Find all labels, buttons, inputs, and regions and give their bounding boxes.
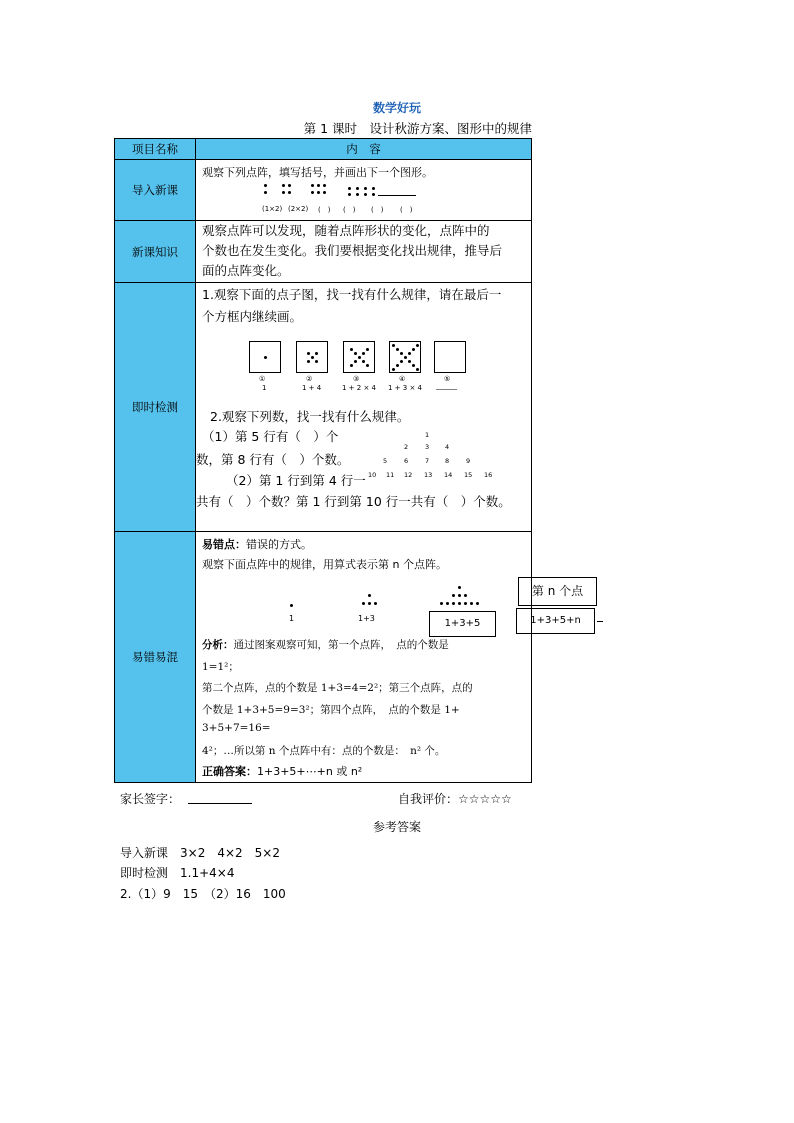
q2-b-line-2: 共有（ ）个数？第 1 行到第 10 行一共有（ ）个数。 [196,494,511,509]
parent-sign-line [188,803,252,804]
label-knowledge: 新课知识 [115,221,196,283]
box-number-3: ③ [353,375,360,383]
parent-sign-label: 家长签字： [120,792,181,806]
analysis-line-6: 4²；…所以第 n 个点阵中有：点的个数是： n² 个。 [202,745,446,757]
dot-box-1 [249,341,281,373]
pyramid-number: 4 [445,443,450,451]
pyramid-number: 7 [425,457,430,465]
dot-box-2 [296,341,328,373]
box-formula-4: 1 + 3 × 4 [388,384,422,392]
knowledge-line-2: 个数也在发生变化。我们要根据变化找出规律，推导后 [202,243,503,258]
knowledge-line-1: 观察点阵可以发现，随着点阵形状的变化，点阵中的 [202,223,490,238]
pyramid-number: 15 [464,471,473,479]
header-item-name: 项目名称 [115,139,196,160]
lesson-table [114,138,584,783]
q1-line-2: 个方框内继续画。 [202,309,303,324]
header-content: 内 容 [196,139,532,160]
intro-caption-6: ( ) [400,206,413,214]
pyramid-number: 10 [368,471,377,479]
pyramid-number: 11 [386,471,395,479]
intro-caption-5: ( ) [371,206,384,214]
intro-caption-1: (1×2) [262,205,283,213]
box-number-5: ⑤ [444,375,451,383]
answers-title: 参考答案 [372,820,421,834]
box-number-2: ② [306,375,313,383]
mistake-task: 观察下面点阵中的规律，用算式表示第 n 个点阵。 [202,558,447,571]
nth-dot-box: 第 n 个点 [518,577,597,606]
label-intro: 导入新课 [115,160,196,221]
mistake-point-text: 错误的方式。 [246,538,312,551]
box-formula-5: ______ [436,382,457,390]
page-title: 数学好玩 [372,101,421,115]
table-header-row [115,139,532,160]
answer-text: 1+3+5+⋯+n 或 n² [257,765,363,778]
analysis-label: 分析： [202,639,234,651]
row-mistake [115,532,532,783]
answers-line-2: 即时检测 1.1+4×4 [120,866,235,880]
box-number-4: ④ [399,375,406,383]
q2-b-line-1: （2）第 1 行到第 4 行一 [226,473,366,488]
dot-caption-1: 1 [289,614,295,623]
pyramid-number: 12 [404,471,413,479]
row-check [115,283,532,532]
intro-caption-4: ( ) [343,206,356,214]
box-formula-2: 1 + 4 [302,384,322,392]
q2-a-line-1: （1）第 5 行有（ ）个 [202,429,339,444]
pyramid-number: 1 [425,431,430,439]
analysis-line-2: 1=1²； [202,661,239,673]
knowledge-content [196,221,531,282]
analysis-line-5: 3+5+7=16= [202,722,271,734]
pyramid-number: 13 [424,471,433,479]
pyramid-number: 6 [404,457,409,465]
answers-line-1: 导入新课 3×2 4×2 5×2 [120,846,280,860]
dot-caption-2: 1+3 [358,614,375,623]
q2-title: 2.观察下列数，找一找有什么规律。 [210,409,410,424]
box-formula-3: 1 + 2 × 4 [342,384,376,392]
analysis-line-4: 个数是 1+3+5=9=3²；第四个点阵， 点的个数是 1+ [202,704,460,716]
nth-formula-box: 1+3+5+n [516,608,595,634]
dot-box-3 [343,341,375,373]
pyramid-number: 9 [466,457,471,465]
intro-caption-3: ( ) [318,206,331,214]
row-intro [115,160,532,221]
pyramid-number: 2 [404,443,409,451]
intro-text: 观察下列点阵，填写括号，并画出下一个图形。 [202,166,433,179]
self-evaluation: 自我评价：☆☆☆☆☆ [398,792,512,806]
mistake-point-label: 易错点： [202,538,246,551]
nth-dash [597,621,603,622]
box-number-1: ① [259,375,266,383]
pyramid-number: 8 [445,457,450,465]
q1-line-1: 1.观察下面的点子图，找一找有什么规律，请在最后一 [202,287,502,302]
row-knowledge [115,221,532,283]
q2-a-line-2: 数，第 8 行有（ ）个数。 [196,452,350,467]
intro-content [196,160,531,220]
dot-caption-3-box: 1+3+5 [429,611,496,637]
answers-line-3: 2.（1）9 15 （2）16 100 [120,887,286,901]
mistake-content [196,532,584,782]
box-formula-1: 1 [262,384,267,392]
knowledge-line-3: 面的点阵变化。 [202,263,290,278]
dot-box-4 [389,341,421,373]
pyramid-number: 3 [425,443,430,451]
dot-box-5-empty [434,341,466,373]
pyramid-number: 14 [444,471,453,479]
analysis-line-3: 第二个点阵，点的个数是 1+3=4=2²；第三个点阵，点的 [202,682,473,694]
pyramid-number: 5 [383,457,388,465]
lesson-subtitle: 第 1 课时 设计秋游方案、图形中的规律 [303,121,532,136]
label-check: 即时检测 [115,283,196,532]
analysis-line-1: 通过图案观察可知，第一个点阵， 点的个数是 [233,639,449,651]
intro-caption-2: (2×2) [288,205,309,213]
pyramid-number: 16 [484,471,493,479]
check-content [196,283,531,531]
answer-label: 正确答案： [202,765,257,778]
label-mistake: 易错易混 [115,532,196,783]
